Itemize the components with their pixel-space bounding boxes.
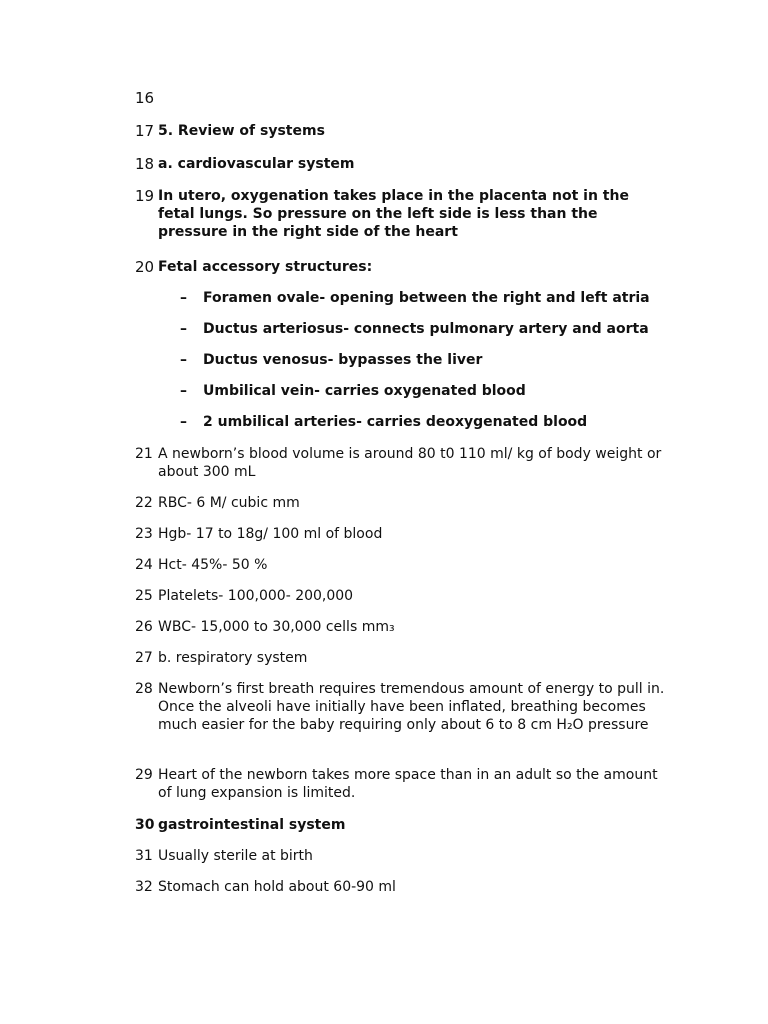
paragraph: Hct- 45%- 50 % <box>158 557 268 573</box>
paragraph: Hgb- 17 to 18g/ 100 ml of blood <box>158 526 383 542</box>
paragraph: Newborn’s first breath requires tremendous amount of energy to pull in. Once the alveoli have initially have been inflated, breathing becomes much easier for the baby requiring only about 6 to 8 cm H₂O pressure <box>158 681 665 733</box>
dash-bullet: – <box>180 352 187 368</box>
section-heading: 5. Review of systems <box>158 123 325 139</box>
paragraph: A newborn’s blood volume is around 80 t0 110 ml/ kg of body weight or about 300 mL <box>158 446 662 480</box>
dash-bullet: – <box>180 290 187 306</box>
line-number: 25 <box>135 588 153 604</box>
line-number: 17 <box>135 122 155 140</box>
line-number: 22 <box>135 495 153 511</box>
line-number: 21 <box>135 446 153 462</box>
line-number: 20 <box>135 258 155 276</box>
line-number: 16 <box>135 89 155 107</box>
line-number: 27 <box>135 650 153 666</box>
line-number: 19 <box>135 187 155 205</box>
line-number: 32 <box>135 879 153 895</box>
subsection-heading: b. respiratory system <box>158 650 308 666</box>
bullet-text: 2 umbilical arteries- carries deoxygenated blood <box>203 414 588 430</box>
dash-bullet: – <box>180 383 187 399</box>
subsection-heading: a. cardiovascular system <box>158 156 355 172</box>
line-number: 23 <box>135 526 153 542</box>
line-number: 31 <box>135 848 153 864</box>
paragraph: RBC- 6 M/ cubic mm <box>158 495 300 511</box>
line-number: 26 <box>135 619 153 635</box>
paragraph: Heart of the newborn takes more space than in an adult so the amount of lung expansion is limited. <box>158 767 658 801</box>
line-number: 24 <box>135 557 153 573</box>
line-number: 18 <box>135 155 155 173</box>
bullet-text: Ductus arteriosus- connects pulmonary artery and aorta <box>203 321 649 337</box>
paragraph: WBC- 15,000 to 30,000 cells mm₃ <box>158 619 395 635</box>
subsection-heading: gastrointestinal system <box>158 817 346 833</box>
line-number: 29 <box>135 767 153 783</box>
paragraph: Stomach can hold about 60-90 ml <box>158 879 396 895</box>
bullet-text: Umbilical vein- carries oxygenated blood <box>203 383 526 399</box>
line-number: 28 <box>135 681 153 697</box>
line-number: 30 <box>135 817 155 833</box>
paragraph: Usually sterile at birth <box>158 848 313 864</box>
dash-bullet: – <box>180 414 187 430</box>
dash-bullet: – <box>180 321 187 337</box>
paragraph: Fetal accessory structures: <box>158 259 373 275</box>
paragraph: Platelets- 100,000- 200,000 <box>158 588 354 604</box>
bullet-text: Ductus venosus- bypasses the liver <box>203 352 483 368</box>
paragraph: In utero, oxygenation takes place in the placenta not in the fetal lungs. So pressure on the left side is less than the pressure in the right side of the heart <box>158 188 629 240</box>
bullet-text: Foramen ovale- opening between the right and left atria <box>203 290 650 306</box>
